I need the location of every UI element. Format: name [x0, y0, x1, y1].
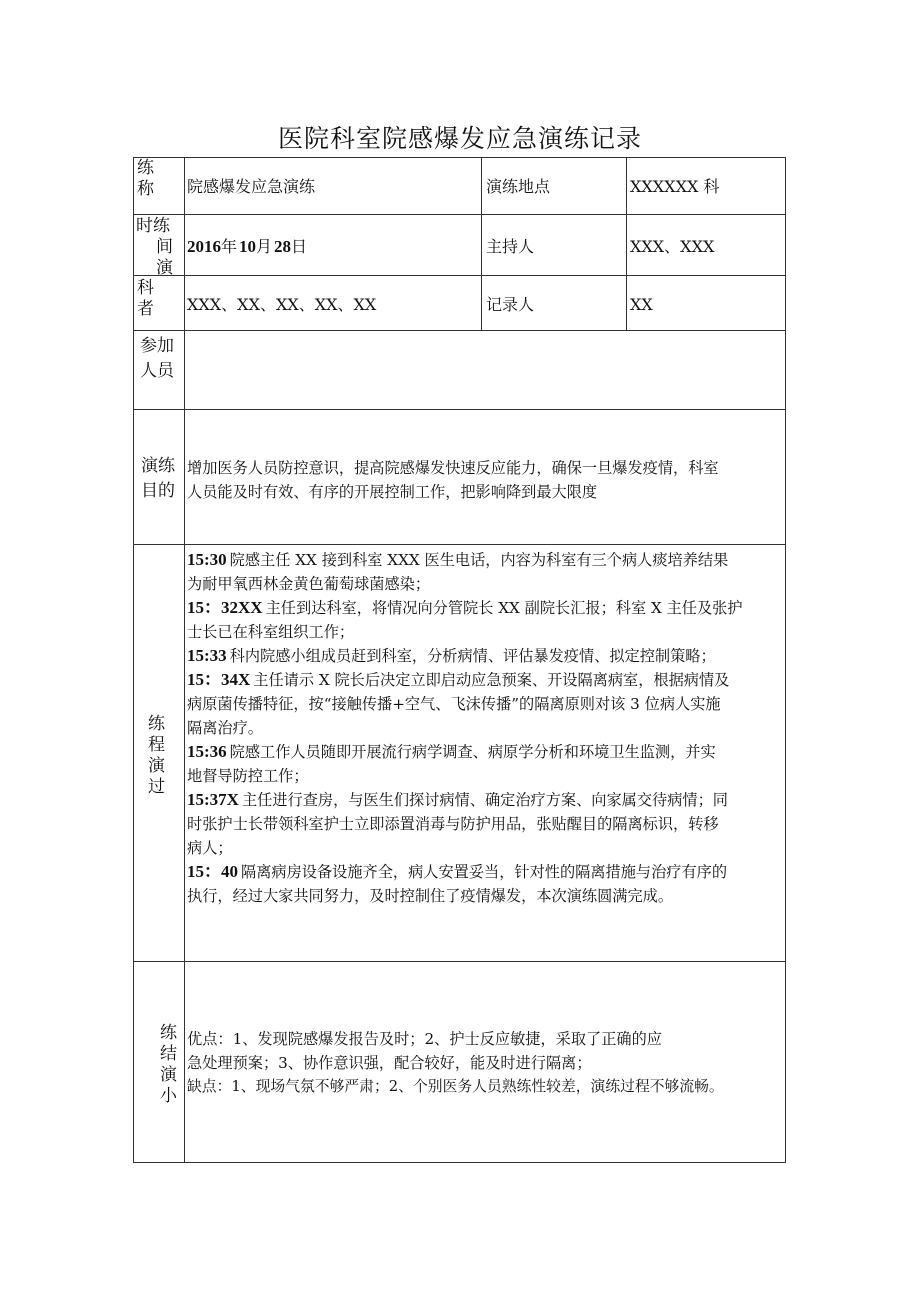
process-entry [187, 860, 784, 908]
table-border-left [133, 157, 134, 1163]
process-entry-line: 时张护士长带领科室护士立即添置消毒与防护用品，张贴醒目的隔离标识，转移 [187, 815, 719, 833]
process-entry-first-line [187, 596, 784, 620]
process-entry-time: 15：40 [187, 862, 238, 881]
process-entry-time: 15:36 [187, 742, 227, 761]
process-entry-time: 15:37X [187, 790, 239, 809]
process-entry-text: 院感工作人员随即开展流行病学调查、病原学分析和环境卫生监测，并实 [229, 743, 716, 761]
process-entry-text: 隔离病房设备设施齐全，病人安置妥当，针对性的隔离措施与治疗有序的 [241, 863, 727, 881]
col-divider [481, 157, 482, 331]
col-divider [184, 157, 185, 1163]
host-label: 主持人 [486, 237, 535, 256]
process-entry-time: 15:33 [187, 646, 227, 665]
process-entry-text: 科内院感小组成员赶到科室，分析病情、评估暴发疫情、拟定控制策略； [229, 647, 716, 665]
table-border-right [785, 157, 786, 1163]
process-entry-time: 15：32XX [187, 598, 263, 617]
process-entry-line: 执行，经过大家共同努力，及时控制住了疫情爆发，本次演练圆满完成。 [187, 887, 673, 905]
process-entry-text: 院感主任 XX 接到科室 XXX 医生电话，内容为科室有三个病人痰培养结果 [229, 551, 729, 569]
process-entry [187, 644, 784, 668]
process-entry-line: 病人； [187, 839, 233, 857]
row-divider [133, 409, 786, 410]
process-entry-text: 主任请示 X 院长后决定立即启动应急预案、开设隔离病室，根据病情及 [253, 671, 730, 689]
department-value: XXX、XX、XX、XX、XX [187, 295, 377, 314]
process-entry-first-line [187, 644, 784, 668]
participants-label: 参加 人员 [140, 336, 174, 381]
drill-location-label: 演练地点 [486, 177, 551, 196]
process-entry-line: 为耐甲氧西林金黄色葡萄球菌感染； [187, 575, 430, 593]
purpose-text: 增加医务人员防控意识，提高院感爆发快速反应能力，确保一旦爆发疫情，科室 人员能及时有效、有序的开展控制工作，把影响降到最大限度 [187, 459, 719, 501]
process-entry-first-line [187, 548, 784, 572]
process-entry-first-line [187, 788, 784, 812]
department-label: 科 者 [137, 278, 154, 319]
process-entry-text: 主任到达科室，将情况向分管院长 XX 副院长汇报；科室 X 主任及张护 [265, 599, 743, 617]
process-entry-line: 病原菌传播特征，按“接触传播+空气、飞沫传播”的隔离原则对该 3 位病人实施 [187, 695, 721, 713]
row-divider [133, 961, 786, 962]
purpose-label: 演练 目的 [141, 456, 175, 501]
process-entry-line: 士长已在科室组织工作； [187, 623, 355, 641]
drill-location-value: XXXXXX 科 [630, 177, 720, 196]
process-entry-first-line [187, 860, 784, 884]
recorder-label: 记录人 [486, 295, 535, 314]
recorder-value: XX [630, 295, 653, 314]
table-border-top [133, 157, 786, 158]
drill-name-label: 练 称 [137, 158, 154, 199]
drill-date-value: 2016年 10月 28日 [187, 237, 308, 256]
drill-name-value: 院感爆发应急演练 [187, 177, 316, 196]
table-border-bottom [133, 1162, 786, 1163]
summary-label: 练 结 演 小 [160, 1023, 177, 1106]
process-entry-text: 主任进行查房，与医生们探讨病情、确定治疗方案、向家属交待病情；同 [241, 791, 728, 809]
row-divider [133, 544, 786, 545]
process-entry [187, 740, 784, 788]
process-entry-time: 15:30 [187, 550, 227, 569]
process-entry-line: 隔离治疗。 [187, 719, 263, 737]
process-log [187, 548, 784, 908]
process-label: 练程 演 过 [148, 714, 165, 797]
process-entry [187, 548, 784, 596]
process-entry [187, 788, 784, 860]
col-divider [626, 157, 627, 331]
process-entry [187, 596, 784, 644]
process-entry-line: 地督导防控工作； [187, 767, 309, 785]
row-divider [133, 275, 786, 276]
host-value: XXX、XXX [630, 237, 715, 256]
process-entry-first-line [187, 740, 784, 764]
summary-text: 优点：1、发现院感爆发报告及时；2、护士反应敏捷，采取了正确的应 急处理预案；3、协作意识强，配合较好，能及时进行隔离； 缺点：1、现场气氛不够严肃；2、个别医务人员熟练性较差，演练过程不够流畅。 [187, 1030, 724, 1095]
process-entry [187, 668, 784, 740]
process-entry-first-line [187, 668, 784, 692]
process-entry-time: 15：34X [187, 670, 251, 689]
page-title: 医院科室院感爆发应急演练记录 [277, 124, 642, 153]
row-divider [133, 214, 786, 215]
drill-time-label: 时练 间 演 [136, 216, 173, 278]
row-divider [133, 330, 786, 331]
